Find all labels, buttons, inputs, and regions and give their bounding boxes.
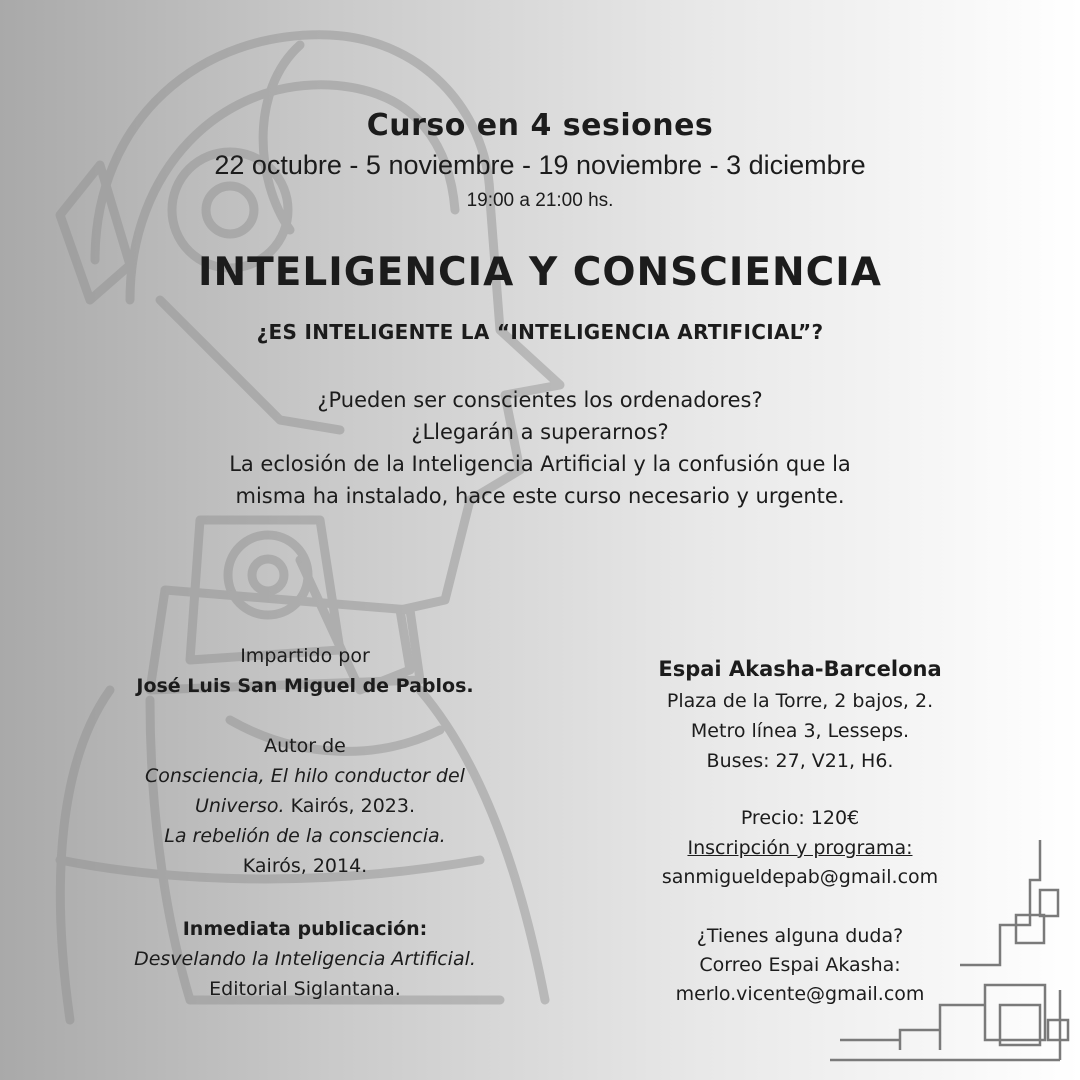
venue-buses: Buses: 27, V21, H6. <box>706 750 894 772</box>
contact-email[interactable]: merlo.vicente@gmail.com <box>675 983 925 1005</box>
course-price: Precio: 120€ <box>740 807 860 829</box>
contact-label: Correo Espai Akasha: <box>699 954 901 976</box>
intro-line: ¿Pueden ser conscientes los ordenadores? <box>317 388 763 412</box>
session-hours: 19:00 a 21:00 hs. <box>466 190 614 211</box>
speaker-name: José Luis San Miguel de Pablos. <box>136 675 474 697</box>
signup-link[interactable]: Inscripción y programa: <box>687 837 913 859</box>
book-publisher: Kairós, 2023. <box>290 795 416 817</box>
course-title: INTELIGENCIA Y CONSCIENCIA <box>198 250 882 295</box>
book-title-line <box>25 795 585 817</box>
intro-line: ¿Llegarán a superarnos? <box>411 420 669 444</box>
session-dates: 22 octubre - 5 noviembre - 19 noviembre - 3 diciembre <box>214 150 866 180</box>
venue-name: Espai Akasha-Barcelona <box>658 657 942 681</box>
book-title: Universo. <box>194 795 285 817</box>
venue-metro: Metro línea 3, Lesseps. <box>690 720 910 742</box>
question-text: ¿Tienes alguna duda? <box>696 925 904 947</box>
book-title: Consciencia, El hilo conductor del <box>145 765 465 787</box>
author-label: Autor de <box>264 735 346 757</box>
signup-email[interactable]: sanmigueldepab@gmail.com <box>661 866 939 888</box>
course-sessions-heading: Curso en 4 sesiones <box>366 108 714 143</box>
speaker-label: Impartido por <box>240 645 370 667</box>
intro-line: misma ha instalado, hace este curso necesario y urgente. <box>235 484 845 508</box>
book-publisher: Kairós, 2014. <box>242 855 368 877</box>
upcoming-book-title: Desvelando la Inteligencia Artificial. <box>134 948 476 970</box>
course-subtitle: ¿ES INTELIGENTE LA “INTELIGENCIA ARTIFICIAL”? <box>256 320 824 344</box>
venue-address: Plaza de la Torre, 2 bajos, 2. <box>666 690 934 712</box>
upcoming-label: Inmediata publicación: <box>182 918 428 940</box>
book-title: La rebelión de la consciencia. <box>164 825 446 847</box>
upcoming-book-publisher: Editorial Siglantana. <box>209 978 401 1000</box>
intro-line: La eclosión de la Inteligencia Artificial y la confusión que la <box>229 452 851 476</box>
